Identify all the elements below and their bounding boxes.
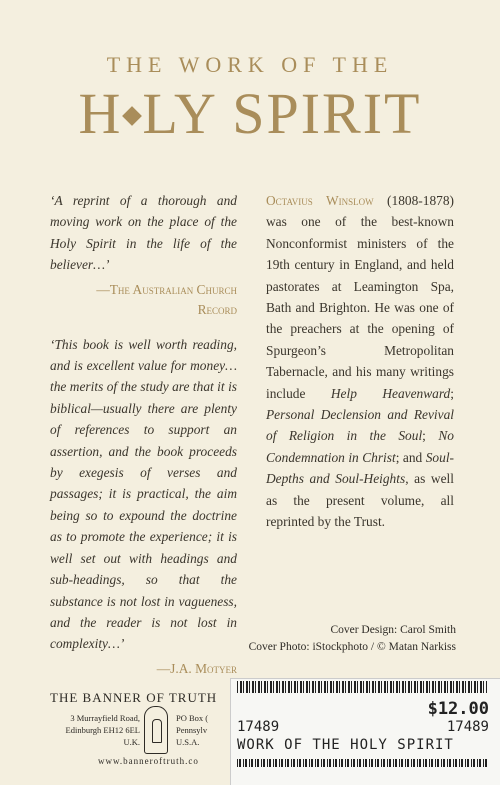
author-bio [266,190,454,533]
barcode-icon [237,681,487,693]
cover-photo-credit: Cover Photo: iStockphoto / © Matan Narkiss [248,641,456,653]
barcode-bottom-icon [237,759,487,767]
publisher-address-us [176,712,208,748]
sku-left: 17489 [237,719,280,735]
bio-intro: (1808-1878) was one of the best-known Nonconformist ministers of the 19th century in England, and held pastorates at Leamington Spa, Bath and Brighton. He was one of the preachers at the opening of Spurgeon’s Metropolitan Tabernacle, and his many writings include [266,193,454,401]
endorsement-quote-2: ‘This book is well worth reading, and is excellent value for money… the merits of the study are that it is biblical—usually there are plenty of references to support an assertion, and the book proceeds by exegesis of verses and passages; it is practical, the aim being so to expound the doctrine as to promote the experience; it is well set out with headings and sub-headings, so that the substance is not lost in vagueness, and the reader is not lost in complexity…’ [50,336,237,652]
publisher-website: www.banneroftruth.co [98,756,199,766]
title-main [0,81,500,146]
cover-credits [249,622,456,656]
address-uk-line2: Edinburgh EH12 6EL [65,725,140,735]
endorsement-attribution-2: —J.A. Motyer [156,660,237,676]
publisher-name: THE BANNER OF TRUTH [50,690,218,705]
bio-outro: , as well as the present volume, all reprinted by the Trust. [266,471,454,530]
attribution-1-line1: —The Australian Church [96,281,237,297]
price-sticker [230,678,500,785]
endorsements-column [50,190,237,693]
bio-sep-3: ; and [395,449,426,465]
publisher-logo-icon [144,706,168,754]
address-uk-line3: U.K. [123,737,140,747]
address-us-line1: PO Box ( [176,713,209,723]
address-uk-line1: 3 Murrayfield Road, [70,713,140,723]
attribution-1-line2: Record [197,301,237,317]
book-title-2: Personal Declension and Revival of Religion in the Soul [266,407,454,444]
author-name: Octavius Winslow [266,193,374,208]
address-us-line2: Pennsylv [176,725,208,735]
book-title-1: Help Heavenward [330,385,451,401]
book-title-4: Soul-Depths and Soul-Heights [266,449,454,487]
endorsement-attribution-1 [50,280,237,320]
title-main-part1: H [78,81,123,146]
diamond-icon [122,106,142,126]
sku-right: 17489 [446,719,489,735]
bio-sep-1: ; [450,385,454,401]
title-top-line: THE WORK OF THE [106,52,394,77]
address-us-line3: U.S.A. [176,737,200,747]
cover-design-credit: Cover Design: Carol Smith [330,624,456,636]
endorsement-quote-1: ‘A reprint of a thorough and moving work on the place of the Holy Spirit in the life of the believer…’ [50,193,237,273]
sticker-title: WORK OF THE HOLY SPIRIT [237,737,454,753]
publisher-address-uk [62,712,140,748]
bio-sep-2: ; [422,428,439,444]
price-label: $12.00 [427,699,489,719]
title-main-part2: LY SPIRIT [142,81,422,146]
book-title-3: No Condemnation in Christ [266,428,454,465]
